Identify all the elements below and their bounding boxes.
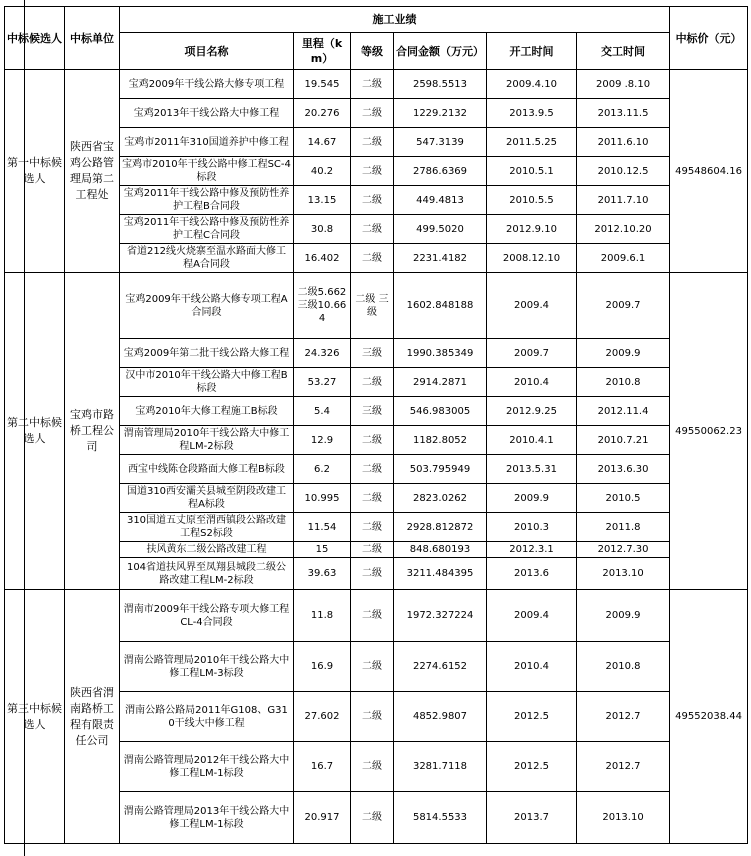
mileage-cell: 13.15 <box>294 186 351 215</box>
amount-cell: 547.3139 <box>394 128 487 157</box>
project-cell: 104省道扶风界至凤翔县城段二级公路改建工程LM-2标段 <box>120 558 294 590</box>
mileage-cell: 39.63 <box>294 558 351 590</box>
grade-cell: 二级 <box>351 692 394 742</box>
header-price: 中标价（元） <box>670 7 748 70</box>
mileage-cell: 5.4 <box>294 397 351 426</box>
candidate-cell: 第二中标候选人 <box>5 273 65 590</box>
mileage-cell: 6.2 <box>294 455 351 484</box>
start-cell: 2010.3 <box>487 513 577 542</box>
amount-cell: 2786.6369 <box>394 157 487 186</box>
grade-cell: 二级 <box>351 484 394 513</box>
start-cell: 2011.5.25 <box>487 128 577 157</box>
grade-cell: 二级 <box>351 70 394 99</box>
start-cell: 2008.12.10 <box>487 244 577 273</box>
price-cell: 49548604.16 <box>670 70 748 273</box>
header-amount: 合同金额（万元） <box>394 33 487 70</box>
end-cell: 2010.8 <box>577 368 670 397</box>
mileage-cell: 11.8 <box>294 590 351 642</box>
project-cell: 渭南市2009年干线公路专项大修工程CL-4合同段 <box>120 590 294 642</box>
grade-cell: 二级 <box>351 368 394 397</box>
header-end: 交工时间 <box>577 33 670 70</box>
start-cell: 2010.4 <box>487 642 577 692</box>
grade-cell: 二级 <box>351 455 394 484</box>
start-cell: 2009.9 <box>487 484 577 513</box>
mileage-cell: 11.54 <box>294 513 351 542</box>
unit-cell: 宝鸡市路桥工程公司 <box>65 273 120 590</box>
mileage-cell: 30.8 <box>294 215 351 244</box>
amount-cell: 848.680193 <box>394 542 487 558</box>
project-cell: 国道310西安灞关县城至阴段改建工程A标段 <box>120 484 294 513</box>
mileage-cell: 16.402 <box>294 244 351 273</box>
start-cell: 2009.4.10 <box>487 70 577 99</box>
end-cell: 2009.9 <box>577 339 670 368</box>
project-cell: 省道212线火烧寨至温水路面大修工程A合同段 <box>120 244 294 273</box>
end-cell: 2013.11.5 <box>577 99 670 128</box>
grade-cell: 二级 <box>351 792 394 844</box>
grade-cell: 二级 <box>351 642 394 692</box>
grade-cell: 二级 <box>351 128 394 157</box>
unit-cell: 陕西省渭南路桥工程有限责任公司 <box>65 590 120 844</box>
unit-cell: 陕西省宝鸡公路管理局第二工程处 <box>65 70 120 273</box>
grade-cell: 二级 <box>351 513 394 542</box>
start-cell: 2009.4 <box>487 273 577 339</box>
price-cell: 49550062.23 <box>670 273 748 590</box>
mileage-cell: 40.2 <box>294 157 351 186</box>
amount-cell: 2231.4182 <box>394 244 487 273</box>
start-cell: 2012.9.25 <box>487 397 577 426</box>
amount-cell: 2598.5513 <box>394 70 487 99</box>
candidate-cell: 第一中标候选人 <box>5 70 65 273</box>
end-cell: 2009.7 <box>577 273 670 339</box>
grade-cell: 二级 <box>351 244 394 273</box>
mileage-cell: 27.602 <box>294 692 351 742</box>
mileage-cell: 16.9 <box>294 642 351 692</box>
project-cell: 渭南公路管理局2012年干线公路大中修工程LM-1标段 <box>120 742 294 792</box>
project-cell: 宝鸡2009年干线公路大修专项工程A合同段 <box>120 273 294 339</box>
mileage-cell: 19.545 <box>294 70 351 99</box>
header-mileage: 里程（km） <box>294 33 351 70</box>
start-cell: 2012.9.10 <box>487 215 577 244</box>
end-cell: 2009.9 <box>577 590 670 642</box>
grade-cell: 二级 <box>351 215 394 244</box>
project-cell: 宝鸡2011年干线公路中修及预防性养护工程C合同段 <box>120 215 294 244</box>
amount-cell: 546.983005 <box>394 397 487 426</box>
project-cell: 渭南公路管理局2010年干线公路大中修工程LM-3标段 <box>120 642 294 692</box>
amount-cell: 1972.327224 <box>394 590 487 642</box>
table-row <box>5 273 748 339</box>
end-cell: 2011.6.10 <box>577 128 670 157</box>
start-cell: 2013.6 <box>487 558 577 590</box>
amount-cell: 503.795949 <box>394 455 487 484</box>
grade-cell: 三级 <box>351 339 394 368</box>
amount-cell: 4852.9807 <box>394 692 487 742</box>
mileage-cell: 12.9 <box>294 426 351 455</box>
grade-cell: 二级 <box>351 186 394 215</box>
header-grade: 等级 <box>351 33 394 70</box>
project-cell: 310国道五丈原至渭西镇段公路改建工程S2标段 <box>120 513 294 542</box>
project-cell: 宝鸡市2010年干线公路中修工程SC-4标段 <box>120 157 294 186</box>
grade-cell: 二级 <box>351 99 394 128</box>
grade-cell: 二级 三级 <box>351 273 394 339</box>
mileage-cell: 15 <box>294 542 351 558</box>
header-project: 项目名称 <box>120 33 294 70</box>
end-cell: 2009 .8.10 <box>577 70 670 99</box>
project-cell: 宝鸡2010年大修工程施工B标段 <box>120 397 294 426</box>
table-row <box>5 590 748 642</box>
mileage-cell: 10.995 <box>294 484 351 513</box>
amount-cell: 2928.812872 <box>394 513 487 542</box>
candidate-cell: 第三中标候选人 <box>5 590 65 844</box>
header-candidate: 中标候选人 <box>5 7 65 70</box>
bid-candidates-table <box>4 6 748 844</box>
start-cell: 2010.4.1 <box>487 426 577 455</box>
start-cell: 2012.5 <box>487 692 577 742</box>
amount-cell: 3211.484395 <box>394 558 487 590</box>
mileage-cell: 二级5.662 三级10.664 <box>294 273 351 339</box>
amount-cell: 499.5020 <box>394 215 487 244</box>
amount-cell: 1602.848188 <box>394 273 487 339</box>
mileage-cell: 16.7 <box>294 742 351 792</box>
grade-cell: 二级 <box>351 558 394 590</box>
start-cell: 2009.4 <box>487 590 577 642</box>
amount-cell: 1182.8052 <box>394 426 487 455</box>
mileage-cell: 14.67 <box>294 128 351 157</box>
amount-cell: 2823.0262 <box>394 484 487 513</box>
grade-cell: 二级 <box>351 742 394 792</box>
grade-cell: 三级 <box>351 397 394 426</box>
end-cell: 2013.10 <box>577 558 670 590</box>
project-cell: 宝鸡2009年第二批干线公路大修工程 <box>120 339 294 368</box>
project-cell: 宝鸡2009年干线公路大修专项工程 <box>120 70 294 99</box>
header-performance: 施工业绩 <box>120 7 670 33</box>
project-cell: 渭南公路管理局2013年干线公路大中修工程LM-1标段 <box>120 792 294 844</box>
start-cell: 2013.7 <box>487 792 577 844</box>
start-cell: 2013.5.31 <box>487 455 577 484</box>
end-cell: 2010.5 <box>577 484 670 513</box>
amount-cell: 3281.7118 <box>394 742 487 792</box>
table-row <box>5 70 748 99</box>
end-cell: 2012.7 <box>577 742 670 792</box>
table-body <box>5 70 748 844</box>
start-cell: 2010.4 <box>487 368 577 397</box>
grade-cell: 二级 <box>351 542 394 558</box>
start-cell: 2010.5.1 <box>487 157 577 186</box>
amount-cell: 2914.2871 <box>394 368 487 397</box>
project-cell: 汉中市2010年干线公路大中修工程B标段 <box>120 368 294 397</box>
mileage-cell: 53.27 <box>294 368 351 397</box>
price-cell: 49552038.44 <box>670 590 748 844</box>
start-cell: 2013.9.5 <box>487 99 577 128</box>
amount-cell: 449.4813 <box>394 186 487 215</box>
end-cell: 2010.7.21 <box>577 426 670 455</box>
mileage-cell: 20.276 <box>294 99 351 128</box>
header-unit: 中标单位 <box>65 7 120 70</box>
end-cell: 2011.8 <box>577 513 670 542</box>
end-cell: 2010.12.5 <box>577 157 670 186</box>
start-cell: 2012.5 <box>487 742 577 792</box>
amount-cell: 1229.2132 <box>394 99 487 128</box>
end-cell: 2012.7 <box>577 692 670 742</box>
grade-cell: 二级 <box>351 157 394 186</box>
project-cell: 宝鸡2013年干线公路大中修工程 <box>120 99 294 128</box>
project-cell: 渭南管理局2010年干线公路大中修工程LM-2标段 <box>120 426 294 455</box>
amount-cell: 1990.385349 <box>394 339 487 368</box>
project-cell: 宝鸡2011年干线公路中修及预防性养护工程B合同段 <box>120 186 294 215</box>
start-cell: 2012.3.1 <box>487 542 577 558</box>
end-cell: 2009.6.1 <box>577 244 670 273</box>
end-cell: 2011.7.10 <box>577 186 670 215</box>
end-cell: 2010.8 <box>577 642 670 692</box>
mileage-cell: 24.326 <box>294 339 351 368</box>
project-cell: 渭南公路公路局2011年G108、G310干线大中修工程 <box>120 692 294 742</box>
end-cell: 2012.11.4 <box>577 397 670 426</box>
project-cell: 扶风黄东二级公路改建工程 <box>120 542 294 558</box>
project-cell: 西宝中线陈仓段路面大修工程B标段 <box>120 455 294 484</box>
start-cell: 2010.5.5 <box>487 186 577 215</box>
end-cell: 2012.10.20 <box>577 215 670 244</box>
project-cell: 宝鸡市2011年310国道养护中修工程 <box>120 128 294 157</box>
header-start: 开工时间 <box>487 33 577 70</box>
end-cell: 2012.7.30 <box>577 542 670 558</box>
mileage-cell: 20.917 <box>294 792 351 844</box>
grade-cell: 二级 <box>351 590 394 642</box>
start-cell: 2009.7 <box>487 339 577 368</box>
amount-cell: 2274.6152 <box>394 642 487 692</box>
end-cell: 2013.6.30 <box>577 455 670 484</box>
end-cell: 2013.10 <box>577 792 670 844</box>
amount-cell: 5814.5533 <box>394 792 487 844</box>
grade-cell: 二级 <box>351 426 394 455</box>
